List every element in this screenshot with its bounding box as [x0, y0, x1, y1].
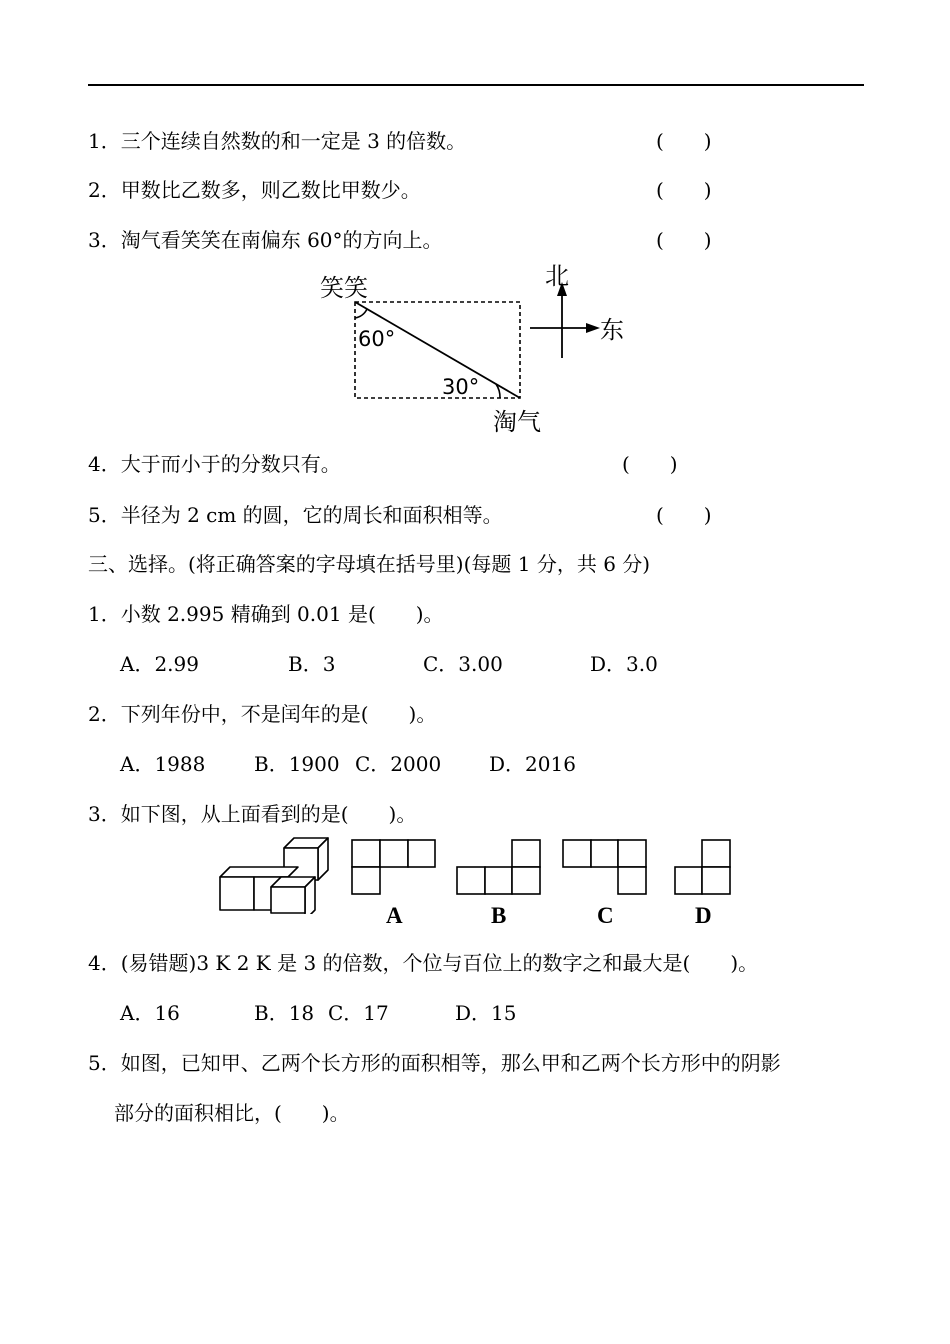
option-d[interactable]: D．3.0 [590, 652, 658, 676]
judge-question-4: 4．大于而小于的分数只有。 [88, 452, 341, 476]
choice-question-1: 1．小数 2.995 精确到 0.01 是( )。 [88, 602, 444, 626]
label-east: 东 [600, 316, 624, 344]
judge-question-1: 1．三个连续自然数的和一定是 3 的倍数。 [88, 129, 467, 153]
option-a[interactable]: A．16 [120, 1001, 180, 1025]
option-b[interactable]: B．3 [288, 652, 336, 676]
view-option-c[interactable] [561, 838, 651, 898]
view-label-a: A [386, 903, 403, 928]
option-c[interactable]: C．3.00 [423, 652, 503, 676]
label-angle-30: 30° [442, 375, 480, 399]
answer-paren-3[interactable]: ( ) [656, 228, 712, 252]
option-c[interactable]: C．17 [328, 1001, 389, 1025]
label-angle-60: 60° [358, 327, 396, 351]
answer-paren-4[interactable]: ( ) [622, 452, 678, 476]
compass-figure [300, 258, 640, 443]
header-rule [88, 84, 864, 86]
option-b[interactable]: B．1900 [254, 752, 340, 776]
choice-question-2: 2．下列年份中，不是闰年的是( )。 [88, 702, 437, 726]
label-north: 北 [545, 262, 569, 290]
option-d[interactable]: D．2016 [489, 752, 576, 776]
choice-question-3: 3．如下图，从上面看到的是( )。 [88, 802, 417, 826]
choice-question-4: 4．(易错题)3 K 2 K 是 3 的倍数，个位与百位上的数字之和最大是( )。 [88, 951, 759, 975]
choice-question-5-cont: 部分的面积相比，( )。 [114, 1101, 350, 1125]
view-label-d: D [695, 903, 712, 928]
judge-question-3: 3．淘气看笑笑在南偏东 60°的方向上。 [88, 228, 443, 252]
answer-paren-1[interactable]: ( ) [656, 129, 712, 153]
label-taoqi: 淘气 [493, 408, 541, 436]
east-arrow-icon [586, 323, 600, 333]
judge-question-2: 2．甲数比乙数多，则乙数比甲数少。 [88, 178, 421, 202]
option-c[interactable]: C．2000 [355, 752, 442, 776]
angle-arc-top [355, 309, 367, 318]
view-option-b[interactable] [455, 838, 545, 898]
view-option-d[interactable] [673, 838, 735, 898]
option-a[interactable]: A．1988 [120, 752, 206, 776]
option-b[interactable]: B．18 [254, 1001, 315, 1025]
label-xiaoxiao: 笑笑 [320, 274, 368, 302]
answer-paren-5[interactable]: ( ) [656, 503, 712, 527]
view-label-b: B [491, 903, 507, 928]
option-a[interactable]: A．2.99 [120, 652, 199, 676]
judge-question-5: 5．半径为 2 cm 的圆，它的周长和面积相等。 [88, 503, 503, 527]
view-option-a[interactable] [350, 838, 440, 898]
section-heading: 三、选择。(将正确答案的字母填在括号里)(每题 1 分，共 6 分) [88, 552, 651, 576]
option-d[interactable]: D．15 [455, 1001, 517, 1025]
cube-stack-figure [218, 834, 333, 914]
view-label-c: C [597, 903, 614, 928]
choice-question-5: 5．如图，已知甲、乙两个长方形的面积相等，那么甲和乙两个长方形中的阴影 [88, 1051, 781, 1075]
answer-paren-2[interactable]: ( ) [656, 178, 712, 202]
